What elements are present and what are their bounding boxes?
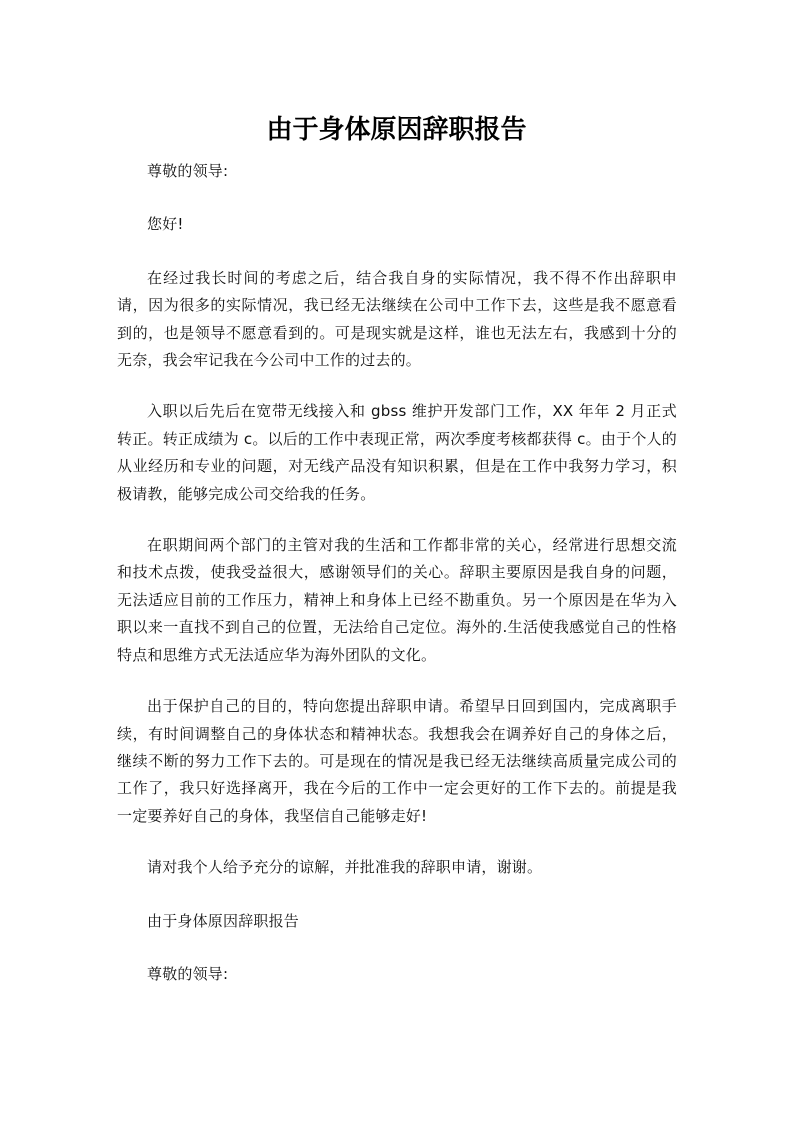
paragraph-2: 入职以后先后在宽带无线接入和 gbss 维护开发部门工作，XX 年年 2 月正式转正。转正成绩为 c。以后的工作中表现正常，两次季度考核都获得 c。由于个人的从业经历和专业的问题，对无线产品没有知识积累，但是在工作中我努力学习，积极请教，能够完成公司交给我的任务。 xyxy=(117,402,677,503)
greeting: 您好! xyxy=(147,215,184,234)
repeated-title: 由于身体原因辞职报告 xyxy=(147,911,300,930)
repeated-salutation: 尊敬的领导: xyxy=(147,964,229,983)
document-title: 由于身体原因辞职报告 xyxy=(266,115,527,145)
paragraph-1: 在经过我长时间的考虑之后，结合我自身的实际情况，我不得不作出辞职申请，因为很多的实际情况，我已经无法继续在公司中工作下去，这些是我不愿意看到的，也是领导不愿意看到的。可是现实就是这样，谁也无法左右，我感到十分的无奈，我会牢记我在今公司中工作的过去的。 xyxy=(117,268,677,370)
paragraph-4: 出于保护自己的目的，特向您提出辞职申请。希望早日回到国内，完成离职手续，有时间调整自己的身体状态和精神状态。我想我会在调养好自己的身体之后，继续不断的努力工作下去的。可是现在的情况是我已经无法继续高质量完成公司的工作了，我只好选择离开，我在今后的工作中一定会更好的工作下去的。前提是我一定要养好自己的身体，我坚信自己能够走好! xyxy=(117,697,677,825)
salutation: 尊敬的领导: xyxy=(147,162,229,180)
paragraph-3: 在职期间两个部门的主管对我的生活和工作都非常的关心，经常进行思想交流和技术点拨，使我受益很大，感谢领导们的关心。辞职主要原因是我自身的问题，无法适应目前的工作压力，精神上和身体上已经不勘重负。另一个原因是在华为入职以来一直找不到自己的位置，无法给自己定位。海外的.生活使我感觉自己的性格特点和思维方式无法适应华为海外团队的文化。 xyxy=(117,536,677,664)
document-body xyxy=(117,158,677,1014)
closing-request: 请对我个人给予充分的谅解，并批准我的辞职申请，谢谢。 xyxy=(147,858,543,877)
